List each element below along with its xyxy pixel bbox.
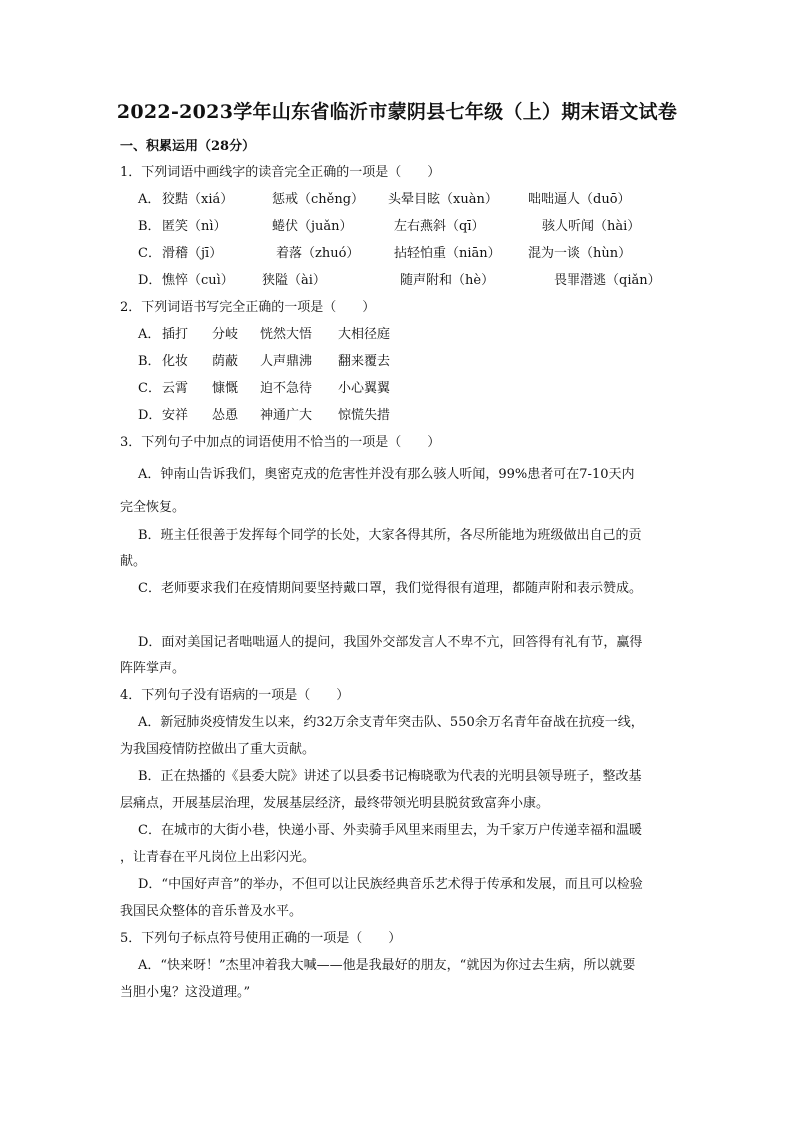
option-label: C．	[138, 381, 161, 396]
question-2-stem: 2．下列词语书写完全正确的一项是（ ）	[120, 300, 376, 315]
question-4-stem: 4．下列句子没有语病的一项是（ ）	[120, 688, 350, 703]
option-word: 神通广大	[260, 408, 313, 423]
option-word: 大相径庭	[338, 327, 391, 342]
option-word: 分岐	[212, 327, 239, 342]
option-word: 云霄	[162, 381, 189, 396]
option-word: 怂恿	[212, 408, 239, 423]
option-word: 匿笑（nì）	[162, 219, 227, 234]
option-word: 畏罪潜逃（qiǎn）	[554, 273, 661, 288]
option-word: 惊慌失措	[338, 408, 391, 423]
option-word: 安祥	[162, 408, 189, 423]
option-word: 慷慨	[212, 381, 239, 396]
option-word: 混为一谈（hùn）	[528, 246, 632, 261]
option-word: 荫蔽	[212, 354, 239, 369]
option-word: 头晕目眩（xuàn）	[388, 192, 498, 207]
option-word: 狭隘（ài）	[262, 273, 326, 288]
option-word: 滑稽（jī）	[162, 246, 223, 261]
option-label: D．	[138, 408, 162, 423]
question-4-option-d-line1: D．“中国好声音”的举办，不但可以让民族经典音乐艺术得于传承和发展，而且可以检验	[138, 877, 643, 892]
option-word: 迫不急待	[260, 381, 313, 396]
question-3-option-a-line1: A．钟南山告诉我们，奥密克戎的危害性并没有那么骇人听闻，99%患者可在7-10天内	[138, 467, 635, 482]
option-word: 惩戒（chěng）	[272, 192, 365, 207]
question-4-option-c-line1: C．在城市的大街小巷，快递小哥、外卖骑手风里来雨里去，为千家万户传递幸福和温暖	[138, 823, 642, 838]
option-word: 左右燕斜（qī）	[394, 219, 485, 234]
question-3-option-d-line2: 阵阵掌声。	[120, 661, 186, 676]
exam-title: 2022-2023学年山东省临沂市蒙阴县七年级（上）期末语文试卷	[116, 101, 678, 123]
option-word: 小心翼翼	[338, 381, 391, 396]
question-4-option-d-line2: 我国民众整体的音乐普及水平。	[120, 904, 303, 919]
question-3-option-a-line2: 完全恢复。	[120, 500, 186, 515]
question-5-option-a-line2: 当胆小鬼？这没道理。”	[120, 985, 251, 1000]
option-word: 随声附和（hè）	[400, 273, 495, 288]
question-5-stem: 5．下列句子标点符号使用正确的一项是（ ）	[120, 931, 402, 946]
option-word: 翻来覆去	[338, 354, 391, 369]
question-3-stem: 3．下列句子中加点的词语使用不恰当的一项是（ ）	[120, 435, 441, 450]
option-label: D．	[138, 273, 162, 288]
option-label: C．	[138, 246, 161, 261]
option-label: B．	[138, 354, 161, 369]
question-4-option-b-line1: B．正在热播的《县委大院》讲述了以县委书记梅晓歌为代表的光明县领导班子，整改基	[138, 769, 642, 784]
option-label: B．	[138, 219, 161, 234]
option-word: 化妆	[162, 354, 189, 369]
question-4-option-c-line2: ，让青春在平凡岗位上出彩闪光。	[120, 850, 316, 865]
option-word: 咄咄逼人（duō）	[528, 192, 631, 207]
question-4-option-a-line1: A．新冠肺炎疫情发生以来，约32万余支青年突击队、550余万名青年奋战在抗疫一线，	[138, 715, 644, 730]
question-3-option-b-line2: 献。	[120, 554, 147, 569]
option-word: 蜷伏（juǎn）	[272, 219, 353, 234]
option-word: 拈轻怕重（niān）	[394, 246, 501, 261]
option-label: A．	[138, 327, 161, 342]
option-word: 憔悴（cuì）	[162, 273, 234, 288]
question-4-option-a-line2: 为我国疫情防控做出了重大贡献。	[120, 742, 316, 757]
option-word: 着落（zhuó）	[276, 246, 360, 261]
question-3-option-c-line1: C．老师要求我们在疫情期间要坚持戴口罩，我们觉得很有道理，都随声附和表示赞成。	[138, 581, 642, 596]
option-word: 骇人听闻（hài）	[542, 219, 641, 234]
section-heading: 一、积累运用（28分）	[120, 139, 256, 154]
question-3-option-b-line1: B．班主任很善于发挥每个同学的长处，大家各得其所，各尽所能地为班级做出自己的贡	[138, 528, 642, 543]
option-word: 人声鼎沸	[260, 354, 313, 369]
option-label: A．	[138, 192, 161, 207]
question-1-stem: 1．下列词语中画线字的读音完全正确的一项是（ ）	[120, 165, 441, 180]
option-word: 恍然大悟	[260, 327, 313, 342]
option-word: 插打	[162, 327, 189, 342]
question-3-option-d-line1: D．面对美国记者咄咄逼人的提问，我国外交部发言人不卑不亢，回答得有礼有节，赢得	[138, 635, 643, 650]
option-word: 狡黠（xiá）	[162, 192, 234, 207]
question-5-option-a-line1: A．“快来呀！”杰里冲着我大喊——他是我最好的朋友，“就因为你过去生病，所以就要	[138, 958, 636, 973]
question-4-option-b-line2: 层痛点，开展基层治理，发展基层经济，最终带领光明县脱贫致富奔小康。	[120, 796, 550, 811]
